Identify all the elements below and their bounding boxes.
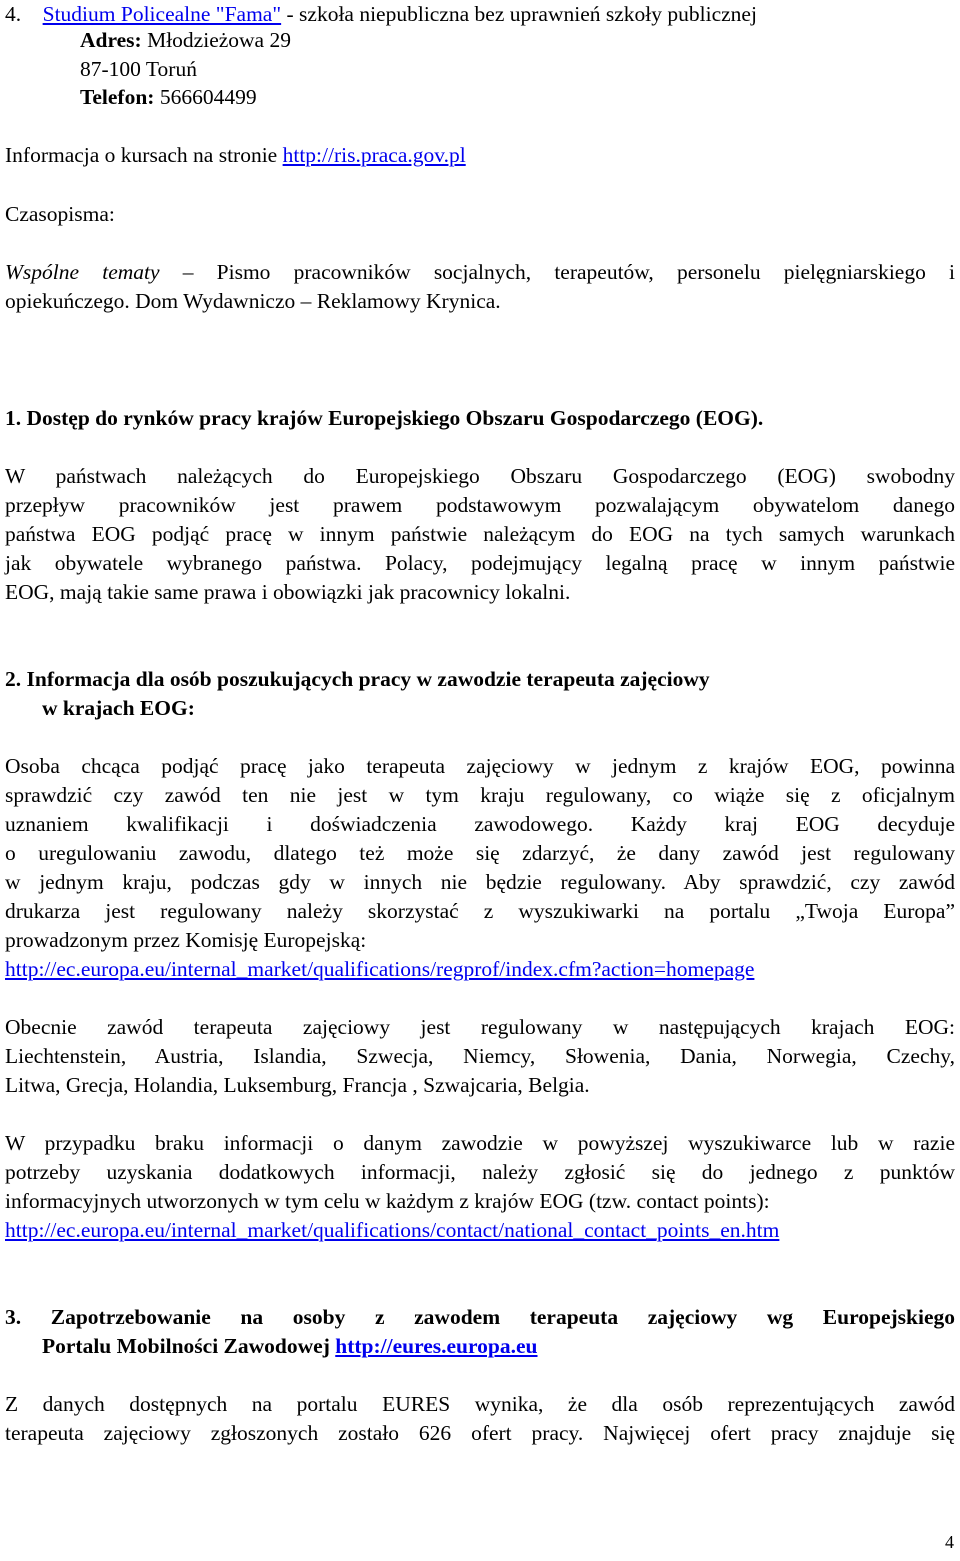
regprof-link-line xyxy=(5,956,754,982)
page-number: 4 xyxy=(945,1532,954,1552)
contact-points-line: informacyjnych utworzonych w tym celu w każdym z krajów EOG (tzw. contact points): xyxy=(5,1189,770,1213)
regulated-countries-line: Litwa, Grecja, Holandia, Luksemburg, Francja , Szwajcaria, Belgia. xyxy=(5,1073,590,1097)
section-1-heading: 1. Dostęp do rynków pracy krajów Europejskiego Obszaru Gospodarczego (EOG). xyxy=(5,406,764,430)
phone-line xyxy=(80,84,257,110)
eures-link[interactable]: http://eures.europa.eu xyxy=(335,1334,538,1358)
section-1-line: W państwach należących do Europejskiego Obszaru Gospodarczego (EOG) swobodny xyxy=(5,464,955,488)
section-3-heading-cont xyxy=(42,1333,538,1359)
eures-para-line: Z danych dostępnych na portalu EURES wynika, że dla osób reprezentujących zawód xyxy=(5,1392,955,1416)
section-3-heading-text: Portalu Mobilności Zawodowej xyxy=(42,1334,336,1358)
phone-value: 566604499 xyxy=(154,85,257,109)
section-2-para-line: Osoba chcąca podjąć pracę jako terapeuta zajęciowy w jednym z krajów EOG, powinna xyxy=(5,754,955,778)
section-1-line: państwa EOG podjąć pracę w innym państwie należącym do EOG na tych samych warunkach xyxy=(5,522,955,546)
course-info-text: Informacja o kursach na stronie xyxy=(5,143,283,167)
school-link[interactable]: Studium Policealne "Fama" xyxy=(42,2,282,26)
regulated-countries-line: Liechtenstein, Austria, Islandia, Szwecja, Niemcy, Słowenia, Dania, Norwegia, Czechy, xyxy=(5,1044,955,1068)
section-2-para-line: drukarza jest regulowany należy skorzystać z wyszukiwarki na portalu „Twoja Europa” xyxy=(5,899,955,923)
section-2-para-line: o uregulowaniu zawodu, dlatego też może się zdarzyć, że dany zawód jest regulowany xyxy=(5,841,955,865)
regulated-countries-line: Obecnie zawód terapeuta zajęciowy jest regulowany w następujących krajach EOG: xyxy=(5,1015,955,1039)
journal-title: Wspólne tematy xyxy=(5,260,160,284)
address-street: Młodzieżowa 29 xyxy=(141,28,291,52)
contact-points-link[interactable]: http://ec.europa.eu/internal_market/qualifications/contact/national_contact_points_en.htm xyxy=(5,1218,780,1242)
section-2-para-line: w jednym kraju, podczas gdy w innych nie będzie regulowany. Aby sprawdzić, czy zawód xyxy=(5,870,955,894)
section-2-para-line: prowadzonym przez Komisję Europejską: xyxy=(5,928,367,952)
journals-heading: Czasopisma: xyxy=(5,202,115,226)
section-2-heading-cont: w krajach EOG: xyxy=(42,696,195,720)
journals-line-1 xyxy=(5,259,955,285)
regprof-link[interactable]: http://ec.europa.eu/internal_market/qualifications/regprof/index.cfm?action=homepage xyxy=(5,957,755,981)
section-3-heading: 3. Zapotrzebowanie na osoby z zawodem terapeuta zajęciowy wg Europejskiego xyxy=(5,1305,955,1329)
list-number: 4. xyxy=(5,2,22,26)
address-line xyxy=(80,27,291,53)
section-1-line: przepływ pracowników jest prawem podstawowym pozwalającym obywatelom danego xyxy=(5,493,955,517)
journals-line-2: opiekuńczego. Dom Wydawniczo – Reklamowy Krynica. xyxy=(5,289,501,313)
contact-points-line: W przypadku braku informacji o danym zawodzie w powyższej wyszukiwarce lub w razie xyxy=(5,1131,955,1155)
address-city: 87-100 Toruń xyxy=(80,57,197,81)
course-info-line xyxy=(5,142,466,168)
address-label: Adres: xyxy=(80,28,142,52)
eures-para-line: terapeuta zajęciowy zgłoszonych zostało 626 ofert pracy. Najwięcej ofert pracy znajduje się xyxy=(5,1421,955,1445)
school-entry-line xyxy=(5,1,757,27)
contact-points-link-line xyxy=(5,1217,779,1243)
phone-label: Telefon: xyxy=(80,85,155,109)
section-1-line: jak obywatele wybranego państwa. Polacy, podejmujący legalną pracę w innym państwie xyxy=(5,551,955,575)
section-1-line: EOG, mają takie same prawa i obowiązki jak pracownicy lokalni. xyxy=(5,580,571,604)
school-description: - szkoła niepubliczna bez uprawnień szkoły publicznej xyxy=(281,2,757,26)
section-2-para-line: uznaniem kwalifikacji i doświadczenia zawodowego. Każdy kraj EOG decyduje xyxy=(5,812,955,836)
journal-description: – Pismo pracowników socjalnych, terapeutów, personelu pielęgniarskiego i xyxy=(159,260,956,284)
section-2-para-line: sprawdzić czy zawód ten nie jest w tym kraju regulowany, co wiąże się z oficjalnym xyxy=(5,783,955,807)
contact-points-line: potrzeby uzyskania dodatkowych informacji, należy zgłosić się do jednego z punktów xyxy=(5,1160,955,1184)
course-info-link[interactable]: http://ris.praca.gov.pl xyxy=(282,143,466,167)
section-2-heading: 2. Informacja dla osób poszukujących pracy w zawodzie terapeuta zajęciowy xyxy=(5,667,710,691)
